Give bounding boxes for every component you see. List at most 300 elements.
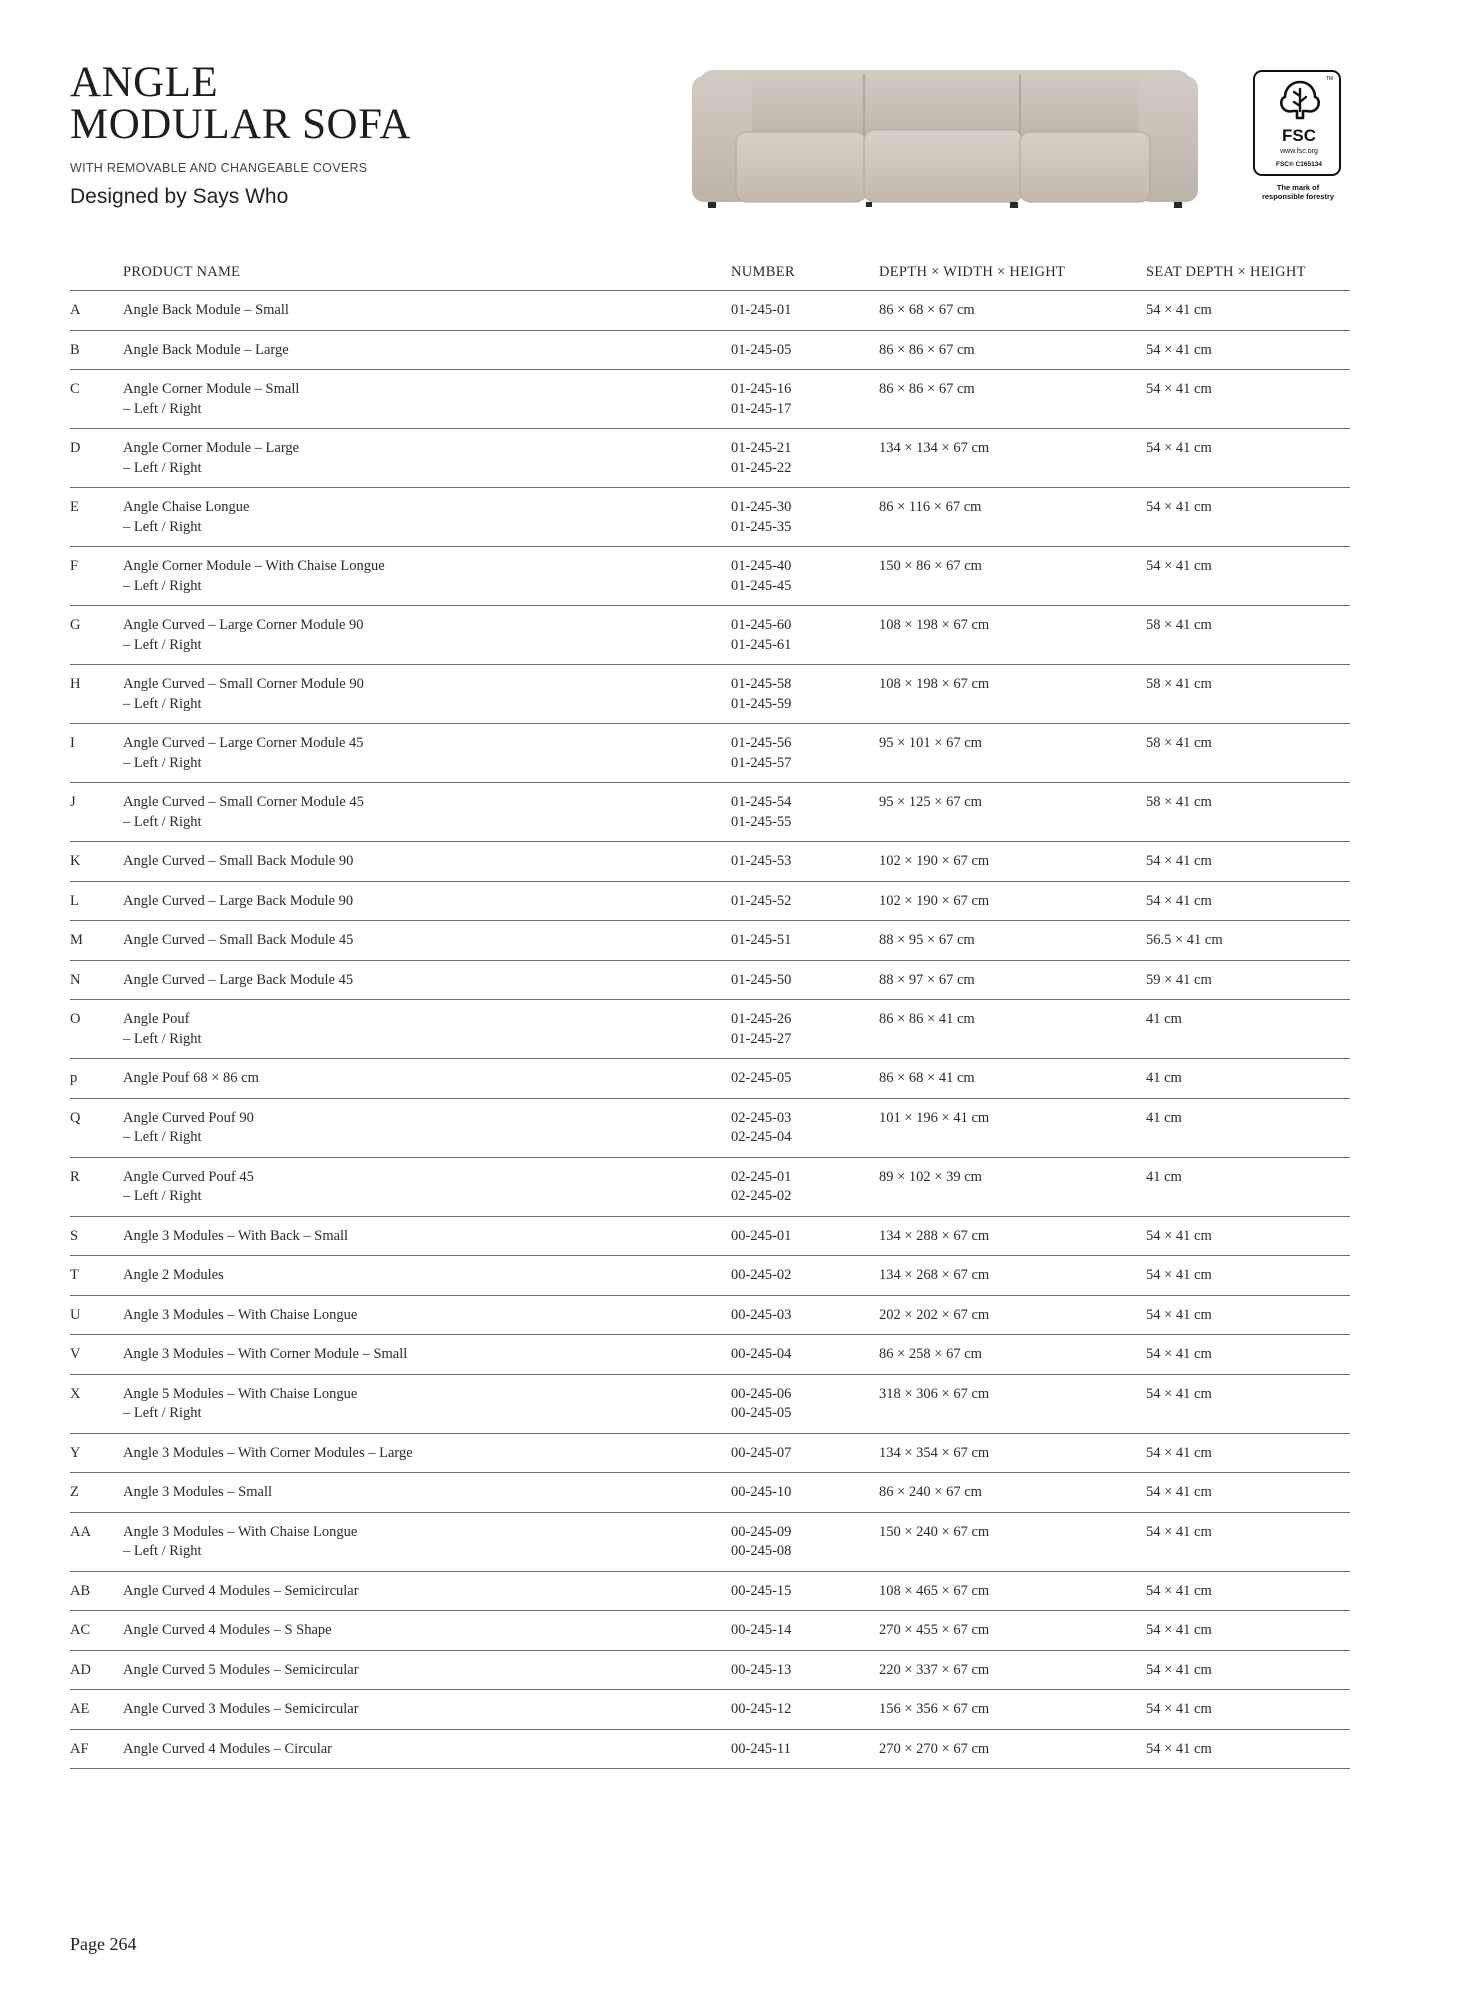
title-line-2: MODULAR SOFA	[70, 101, 411, 148]
cell-letter	[70, 1295, 123, 1335]
cell-letter	[70, 665, 123, 724]
table-row	[70, 1512, 1350, 1571]
cell-product-name	[123, 1473, 731, 1513]
cell-dimensions-text: 270 × 455 × 67 cm	[879, 1622, 990, 1638]
cell-letter	[70, 488, 123, 547]
cell-dimensions-text: 95 × 101 × 67 cm	[879, 735, 982, 751]
cell-dimensions-text: 134 × 354 × 67 cm	[879, 1444, 990, 1461]
cell-number-text: 00-245-12	[731, 1701, 792, 1717]
cell-dimensions	[879, 291, 1146, 331]
cell-product-name-text: Angle Curved – Large Back Module 45	[123, 971, 354, 988]
cell-product-name-text: – Left / Right	[123, 1405, 202, 1421]
cell-letter	[70, 1571, 123, 1611]
cell-seat	[1146, 1690, 1350, 1730]
cell-product-name-text: Angle Curved 3 Modules – Semicircular	[123, 1701, 359, 1717]
cell-number-text: 02-245-02	[731, 1188, 792, 1204]
cell-number	[731, 1473, 879, 1513]
table-row	[70, 1059, 1350, 1099]
fsc-trademark: TM	[1325, 76, 1333, 82]
cell-number-text: 00-245-05	[731, 1405, 792, 1421]
cell-seat	[1146, 1650, 1350, 1690]
cell-letter	[70, 1473, 123, 1513]
cell-seat-text: 41 cm	[1146, 1109, 1182, 1126]
cell-letter-text: T	[70, 1267, 79, 1283]
cell-seat	[1146, 1098, 1350, 1157]
cell-dimensions-text: 202 × 202 × 67 cm	[879, 1306, 990, 1323]
cell-product-name-text: – Left / Right	[123, 754, 202, 771]
cell-letter-text: J	[70, 794, 76, 810]
cell-number-text: 00-245-14	[731, 1622, 792, 1638]
cell-letter	[70, 724, 123, 783]
cell-number	[731, 724, 879, 783]
cell-number	[731, 881, 879, 921]
cell-product-name	[123, 1374, 731, 1433]
cell-seat-text: 54 × 41 cm	[1146, 558, 1212, 574]
cell-product-name-text: Angle Corner Module – Small	[123, 381, 300, 397]
cell-product-name-text: – Left / Right	[123, 695, 202, 712]
cell-number-text: 01-245-35	[731, 518, 792, 535]
cell-seat-text: 54 × 41 cm	[1146, 1701, 1212, 1717]
cell-letter-text: H	[70, 676, 81, 692]
cell-letter	[70, 330, 123, 370]
table-row	[70, 724, 1350, 783]
cell-dimensions	[879, 1335, 1146, 1375]
cell-number	[731, 1059, 879, 1099]
cell-number-text: 01-245-22	[731, 459, 792, 476]
cell-dimensions-text: 101 × 196 × 41 cm	[879, 1109, 990, 1126]
cell-letter	[70, 370, 123, 429]
cell-seat-text: 54 × 41 cm	[1146, 853, 1212, 869]
cell-product-name-text: Angle Curved 4 Modules – S Shape	[123, 1622, 332, 1638]
cell-dimensions-text: 86 × 240 × 67 cm	[879, 1484, 982, 1500]
cell-dimensions-text: 86 × 258 × 67 cm	[879, 1346, 982, 1362]
cell-product-name-text: Angle Chaise Longue	[123, 499, 250, 515]
cell-seat	[1146, 291, 1350, 331]
cell-dimensions	[879, 547, 1146, 606]
cell-dimensions-text: 86 × 116 × 67 cm	[879, 499, 982, 515]
cell-letter-text: AF	[70, 1740, 89, 1757]
cell-seat	[1146, 429, 1350, 488]
cell-letter-text: X	[70, 1385, 81, 1402]
cell-number-text: 00-245-09	[731, 1523, 792, 1540]
table-row	[70, 1473, 1350, 1513]
cell-seat	[1146, 1729, 1350, 1769]
cell-product-name-text: – Left / Right	[123, 1188, 202, 1204]
cell-dimensions-text: 134 × 288 × 67 cm	[879, 1227, 990, 1244]
cell-number	[731, 1000, 879, 1059]
table-row	[70, 881, 1350, 921]
table-row	[70, 429, 1350, 488]
cell-product-name	[123, 842, 731, 882]
cell-seat-text: 54 × 41 cm	[1146, 1622, 1212, 1638]
cell-product-name	[123, 291, 731, 331]
table-row	[70, 370, 1350, 429]
cell-product-name-text: – Left / Right	[123, 400, 202, 417]
cell-product-name-text: Angle Back Module – Large	[123, 341, 289, 358]
table-row	[70, 1157, 1350, 1216]
fsc-badge	[1253, 70, 1341, 176]
cell-seat-text: 41 cm	[1146, 1168, 1182, 1185]
cell-letter-text: L	[70, 892, 79, 909]
cell-letter-text: D	[70, 440, 81, 456]
cell-product-name-text: – Left / Right	[123, 1129, 202, 1145]
cell-seat	[1146, 1374, 1350, 1433]
cell-seat-text: 54 × 41 cm	[1146, 1227, 1212, 1244]
table-row	[70, 606, 1350, 665]
cell-letter-text: I	[70, 735, 75, 751]
cell-dimensions-text: 150 × 86 × 67 cm	[879, 558, 982, 574]
header-number: NUMBER	[731, 255, 879, 291]
cell-product-name	[123, 1098, 731, 1157]
cell-dimensions-text: 102 × 190 × 67 cm	[879, 892, 990, 909]
table-row	[70, 1690, 1350, 1730]
cell-product-name-text: Angle Curved – Small Corner Module 90	[123, 676, 364, 692]
table-row	[70, 1098, 1350, 1157]
cell-product-name-text: – Left / Right	[123, 518, 202, 535]
cell-dimensions	[879, 606, 1146, 665]
cell-letter	[70, 1729, 123, 1769]
cell-dimensions	[879, 429, 1146, 488]
cell-seat	[1146, 665, 1350, 724]
cell-seat-text: 54 × 41 cm	[1146, 1444, 1212, 1461]
table-row	[70, 291, 1350, 331]
cell-dimensions	[879, 1433, 1146, 1473]
cell-letter-text: C	[70, 381, 80, 397]
cell-letter	[70, 1650, 123, 1690]
cell-letter-text: U	[70, 1306, 81, 1323]
cell-seat	[1146, 921, 1350, 961]
cell-number-text: 01-245-60	[731, 617, 792, 633]
cell-dimensions	[879, 330, 1146, 370]
cell-dimensions-text: 89 × 102 × 39 cm	[879, 1168, 982, 1185]
cell-product-name	[123, 960, 731, 1000]
cell-letter-text: K	[70, 853, 81, 869]
cell-seat-text: 54 × 41 cm	[1146, 1385, 1212, 1402]
cell-number-text: 00-245-02	[731, 1267, 792, 1283]
cell-number	[731, 1098, 879, 1157]
cell-product-name	[123, 881, 731, 921]
cell-product-name-text: Angle Corner Module – With Chaise Longue	[123, 558, 385, 574]
cell-seat	[1146, 1157, 1350, 1216]
cell-letter-text: AA	[70, 1523, 91, 1540]
cell-dimensions	[879, 488, 1146, 547]
cell-letter-text: Z	[70, 1484, 79, 1500]
cell-dimensions-text: 156 × 356 × 67 cm	[879, 1701, 990, 1717]
table-row	[70, 1000, 1350, 1059]
cell-number-text: 01-245-51	[731, 932, 792, 948]
cell-letter-text: N	[70, 971, 81, 988]
cell-product-name-text: – Left / Right	[123, 636, 202, 653]
cell-number-text: 00-245-01	[731, 1227, 792, 1244]
cell-number	[731, 1512, 879, 1571]
cell-dimensions-text: 88 × 97 × 67 cm	[879, 971, 975, 988]
cell-product-name-text: Angle 3 Modules – With Chaise Longue	[123, 1306, 358, 1323]
cell-letter-text: AC	[70, 1622, 91, 1638]
table-row	[70, 921, 1350, 961]
cell-dimensions	[879, 665, 1146, 724]
cell-product-name-text: Angle 3 Modules – With Chaise Longue	[123, 1523, 358, 1540]
cell-letter	[70, 1059, 123, 1099]
cell-dimensions	[879, 1571, 1146, 1611]
cell-number-text: 01-245-40	[731, 558, 792, 574]
cell-number	[731, 547, 879, 606]
cell-number-text: 00-245-13	[731, 1661, 792, 1678]
cell-letter-text: Q	[70, 1109, 81, 1126]
cell-dimensions-text: 318 × 306 × 67 cm	[879, 1385, 990, 1402]
title-line-1: ANGLE	[70, 59, 219, 106]
table-row	[70, 1216, 1350, 1256]
cell-number-text: 00-245-08	[731, 1543, 792, 1559]
cell-dimensions	[879, 1216, 1146, 1256]
cell-number-text: 01-245-16	[731, 381, 792, 397]
cell-letter	[70, 842, 123, 882]
cell-product-name-text: Angle Curved – Small Back Module 45	[123, 932, 354, 948]
cell-number	[731, 1157, 879, 1216]
table-row	[70, 1433, 1350, 1473]
table-row	[70, 488, 1350, 547]
cell-product-name-text: Angle 2 Modules	[123, 1267, 224, 1283]
fsc-name: FSC	[1282, 126, 1316, 145]
cell-product-name-text: Angle Pouf 68 × 86 cm	[123, 1070, 259, 1086]
cell-number-text: 02-245-03	[731, 1109, 792, 1126]
cell-number-text: 01-245-45	[731, 577, 792, 594]
cell-letter-text: R	[70, 1168, 80, 1185]
table-row	[70, 960, 1350, 1000]
cell-number-text: 01-245-56	[731, 735, 792, 751]
cell-seat-text: 58 × 41 cm	[1146, 794, 1212, 810]
cell-seat-text: 54 × 41 cm	[1146, 1346, 1212, 1362]
cell-number-text: 01-245-54	[731, 794, 792, 810]
cell-product-name-text: Angle Corner Module – Large	[123, 440, 300, 456]
cell-letter-text: Y	[70, 1444, 81, 1461]
table-row	[70, 783, 1350, 842]
cell-number	[731, 370, 879, 429]
cell-dimensions-text: 86 × 68 × 41 cm	[879, 1070, 975, 1086]
cell-number	[731, 1335, 879, 1375]
cell-product-name	[123, 665, 731, 724]
cell-seat-text: 54 × 41 cm	[1146, 341, 1212, 358]
cell-product-name	[123, 1000, 731, 1059]
cell-number	[731, 1256, 879, 1296]
designer-credit: Designed by Says Who	[70, 185, 289, 208]
cell-product-name-text: Angle 3 Modules – With Corner Module – Small	[123, 1346, 408, 1362]
cell-product-name-text: Angle Curved – Large Corner Module 45	[123, 735, 364, 751]
cell-letter	[70, 783, 123, 842]
cell-product-name-text: Angle Curved 5 Modules – Semicircular	[123, 1661, 359, 1678]
cell-product-name	[123, 1611, 731, 1651]
cell-number-text: 00-245-10	[731, 1484, 792, 1500]
cell-seat-text: 54 × 41 cm	[1146, 1523, 1212, 1540]
cell-dimensions	[879, 1473, 1146, 1513]
cell-letter	[70, 606, 123, 665]
product-table	[70, 255, 1350, 1769]
cell-seat	[1146, 1059, 1350, 1099]
cell-letter-text: AE	[70, 1701, 90, 1717]
cell-product-name	[123, 429, 731, 488]
cell-seat	[1146, 1295, 1350, 1335]
cell-seat-text: 54 × 41 cm	[1146, 440, 1212, 456]
cell-letter-text: AB	[70, 1582, 91, 1599]
cell-product-name	[123, 370, 731, 429]
table-row	[70, 665, 1350, 724]
cell-product-name	[123, 606, 731, 665]
cell-letter	[70, 1000, 123, 1059]
cell-dimensions	[879, 1059, 1146, 1099]
cell-seat	[1146, 1256, 1350, 1296]
cell-number	[731, 1611, 879, 1651]
cell-number	[731, 1433, 879, 1473]
cell-seat-text: 58 × 41 cm	[1146, 676, 1212, 692]
fsc-tagline-line-1: The mark of	[1276, 183, 1320, 192]
cell-product-name-text: Angle 3 Modules – With Back – Small	[123, 1227, 349, 1244]
cell-number-text: 01-245-17	[731, 400, 792, 417]
fsc-tagline	[1250, 184, 1346, 201]
cell-product-name	[123, 1650, 731, 1690]
cell-product-name	[123, 1216, 731, 1256]
table-row	[70, 547, 1350, 606]
cell-number	[731, 1650, 879, 1690]
cell-letter-text: AD	[70, 1661, 91, 1678]
table-header-row	[70, 255, 1350, 291]
cell-letter-text: O	[70, 1011, 81, 1027]
cell-letter	[70, 921, 123, 961]
cell-letter	[70, 547, 123, 606]
table-row	[70, 1611, 1350, 1651]
cell-dimensions	[879, 783, 1146, 842]
cell-number	[731, 1571, 879, 1611]
cell-seat-text: 41 cm	[1146, 1011, 1182, 1027]
cell-dimensions	[879, 724, 1146, 783]
cell-number	[731, 960, 879, 1000]
cell-seat	[1146, 1473, 1350, 1513]
cell-product-name	[123, 1157, 731, 1216]
cell-product-name	[123, 724, 731, 783]
cell-number-text: 01-245-57	[731, 754, 792, 771]
cell-dimensions-text: 102 × 190 × 67 cm	[879, 853, 990, 869]
fsc-tree-icon	[1279, 80, 1321, 120]
cell-dimensions	[879, 1256, 1146, 1296]
cell-dimensions-text: 86 × 86 × 67 cm	[879, 341, 975, 358]
cell-seat	[1146, 1216, 1350, 1256]
cell-seat-text: 54 × 41 cm	[1146, 1306, 1212, 1323]
cell-seat-text: 59 × 41 cm	[1146, 971, 1212, 988]
cell-seat-text: 54 × 41 cm	[1146, 499, 1212, 515]
cell-letter	[70, 881, 123, 921]
table-row	[70, 1256, 1350, 1296]
cell-seat	[1146, 960, 1350, 1000]
cell-product-name-text: – Left / Right	[123, 813, 202, 830]
cell-letter-text: M	[70, 932, 83, 948]
cell-number-text: 01-245-55	[731, 813, 792, 830]
cell-dimensions	[879, 1157, 1146, 1216]
cell-product-name-text: – Left / Right	[123, 1543, 202, 1559]
cell-product-name-text: Angle Curved Pouf 90	[123, 1109, 254, 1126]
cell-number-text: 01-245-05	[731, 341, 792, 358]
cell-number	[731, 488, 879, 547]
cell-number	[731, 1295, 879, 1335]
cell-letter	[70, 1611, 123, 1651]
cell-letter	[70, 960, 123, 1000]
cell-letter	[70, 1216, 123, 1256]
cell-dimensions-text: 108 × 198 × 67 cm	[879, 676, 990, 692]
cell-number-text: 01-245-30	[731, 499, 792, 515]
cell-seat	[1146, 1571, 1350, 1611]
cell-dimensions-text: 134 × 134 × 67 cm	[879, 440, 990, 456]
cell-letter-text: p	[70, 1070, 78, 1086]
header-letter	[70, 255, 123, 291]
cell-product-name-text: Angle 3 Modules – With Corner Modules – Large	[123, 1444, 413, 1461]
cell-seat-text: 54 × 41 cm	[1146, 1582, 1212, 1599]
cell-dimensions	[879, 1690, 1146, 1730]
table-row	[70, 1374, 1350, 1433]
cell-seat	[1146, 1512, 1350, 1571]
fsc-code: FSC® C165134	[1276, 161, 1322, 168]
cell-dimensions-text: 86 × 86 × 41 cm	[879, 1011, 975, 1027]
cell-seat-text: 56.5 × 41 cm	[1146, 932, 1223, 948]
cell-number	[731, 921, 879, 961]
cell-dimensions	[879, 881, 1146, 921]
cell-letter	[70, 1098, 123, 1157]
cell-dimensions-text: 86 × 86 × 67 cm	[879, 381, 975, 397]
cell-product-name	[123, 1256, 731, 1296]
cell-dimensions-text: 86 × 68 × 67 cm	[879, 302, 975, 318]
cell-product-name	[123, 1690, 731, 1730]
cell-product-name-text: – Left / Right	[123, 1030, 202, 1047]
header-seat: SEAT DEPTH × HEIGHT	[1146, 255, 1350, 291]
cell-number-text: 01-245-01	[731, 302, 792, 318]
cell-product-name	[123, 488, 731, 547]
cell-dimensions	[879, 842, 1146, 882]
table-body	[70, 291, 1350, 1769]
cell-letter-text: B	[70, 341, 80, 358]
cell-seat	[1146, 842, 1350, 882]
cell-product-name	[123, 1335, 731, 1375]
cell-dimensions-text: 220 × 337 × 67 cm	[879, 1661, 990, 1678]
cell-seat	[1146, 547, 1350, 606]
cell-dimensions	[879, 1295, 1146, 1335]
cell-product-name-text: Angle Pouf	[123, 1011, 190, 1027]
fsc-url: www.fsc.org	[1280, 148, 1318, 155]
cell-number-text: 02-245-01	[731, 1168, 792, 1185]
cell-seat-text: 54 × 41 cm	[1146, 1267, 1212, 1283]
cell-number	[731, 1216, 879, 1256]
cell-seat-text: 54 × 41 cm	[1146, 381, 1212, 397]
cell-seat	[1146, 370, 1350, 429]
table-row	[70, 842, 1350, 882]
cell-dimensions-text: 108 × 465 × 67 cm	[879, 1582, 990, 1599]
cell-product-name	[123, 547, 731, 606]
cell-dimensions	[879, 960, 1146, 1000]
cell-number-text: 01-245-61	[731, 636, 792, 653]
cell-letter-text: E	[70, 499, 79, 515]
cell-dimensions	[879, 1000, 1146, 1059]
table-row	[70, 330, 1350, 370]
cell-product-name	[123, 1059, 731, 1099]
cell-number	[731, 1729, 879, 1769]
cell-dimensions-text: 108 × 198 × 67 cm	[879, 617, 990, 633]
sofa-seat-left	[736, 132, 866, 202]
cell-number-text: 01-245-26	[731, 1011, 792, 1027]
header-dimensions: DEPTH × WIDTH × HEIGHT	[879, 255, 1146, 291]
cell-letter	[70, 1335, 123, 1375]
cell-seat-text: 54 × 41 cm	[1146, 1740, 1212, 1757]
cell-number-text: 02-245-05	[731, 1070, 792, 1086]
cell-dimensions-text: 270 × 270 × 67 cm	[879, 1740, 990, 1757]
cell-seat-text: 58 × 41 cm	[1146, 617, 1212, 633]
cell-product-name-text: – Left / Right	[123, 459, 202, 476]
cell-seat	[1146, 724, 1350, 783]
cell-seat	[1146, 330, 1350, 370]
